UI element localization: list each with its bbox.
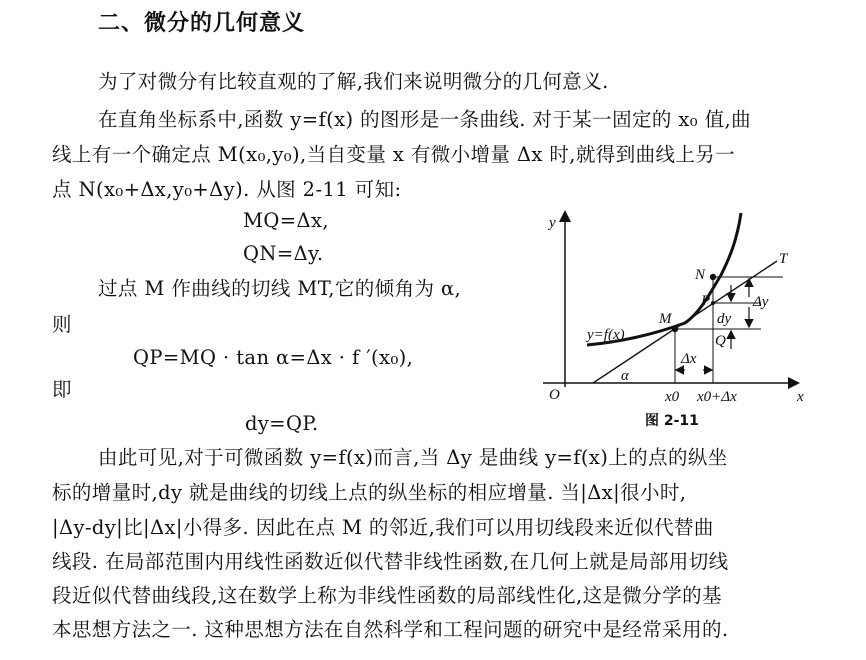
point-p-label: P: [701, 293, 711, 309]
point-n-label: N: [695, 267, 706, 283]
differential-diagram: [535, 205, 820, 435]
delta-y-label: Δy: [753, 294, 769, 310]
section-heading: 二、微分的几何意义: [98, 11, 306, 36]
figure-2-11: [535, 205, 820, 435]
alpha-label: α: [621, 368, 629, 384]
text-line-ze: 则: [52, 313, 72, 336]
point-p: [711, 301, 715, 305]
text-line-16: 段近似代替曲线段,这在数学上称为非线性函数的局部线性化,这是微分学的基: [52, 584, 722, 607]
point-q-label: Q: [715, 333, 726, 349]
text-line-tangent: 过点 M 作曲线的切线 MT,它的倾角为 α,: [98, 277, 462, 300]
point-m: [672, 326, 678, 332]
dy-label: dy: [717, 311, 732, 327]
point-m-label: M: [659, 311, 672, 327]
text-line-4: 点 N(x₀+Δx,y₀+Δy). 从图 2-11 可知:: [52, 178, 402, 201]
text-line-17: 本思想方法之一. 这种思想方法在自然科学和工程问题的研究中是经常采用的.: [52, 618, 729, 641]
point-n: [710, 274, 716, 280]
tangent-t-label: T: [779, 251, 788, 267]
formula-mq: MQ=Δx,: [243, 209, 329, 232]
formula-qp: QP=MQ · tan α=Δx · f ′(x₀),: [133, 346, 414, 369]
text-line-3: 线上有一个确定点 M(x₀,y₀),当自变量 x 有微小增量 Δx 时,就得到曲线上另一: [52, 143, 736, 166]
x0-label: x0: [665, 389, 680, 405]
text-line-12: 由此可见,对于可微函数 y=f(x)而言,当 Δy 是曲线 y=f(x)上的点的纵坐: [98, 446, 728, 469]
x0-plus-dx-label: x0+Δx: [697, 389, 737, 405]
formula-dy: dy=QP.: [245, 412, 319, 435]
origin-label: O: [549, 387, 560, 403]
text-line-13: 标的增量时,dy 就是曲线的切线上点的纵坐标的相应增量. 当|Δx|很小时,: [52, 481, 687, 504]
x-axis-label: x: [797, 389, 804, 405]
text-line-14: |Δy-dy|比|Δx|小得多. 因此在点 M 的邻近,我们可以用切线段来近似代替曲: [52, 516, 714, 539]
delta-x-label: Δx: [681, 351, 697, 367]
text-line-1: 为了对微分有比较直观的了解,我们来说明微分的几何意义.: [98, 70, 609, 93]
text-line-ji: 即: [52, 378, 72, 401]
formula-qn: QN=Δy.: [243, 242, 324, 265]
curve-label: y=f(x): [587, 327, 625, 343]
text-line-15: 线段. 在局部范围内用线性函数近似代替非线性函数,在几何上就是局部用切线: [52, 550, 729, 573]
y-axis-label: y: [549, 215, 556, 231]
figure-caption: 图 2-11: [645, 413, 699, 429]
text-line-2: 在直角坐标系中,函数 y=f(x) 的图形是一条曲线. 对于某一固定的 x₀ 值,曲: [98, 108, 751, 131]
